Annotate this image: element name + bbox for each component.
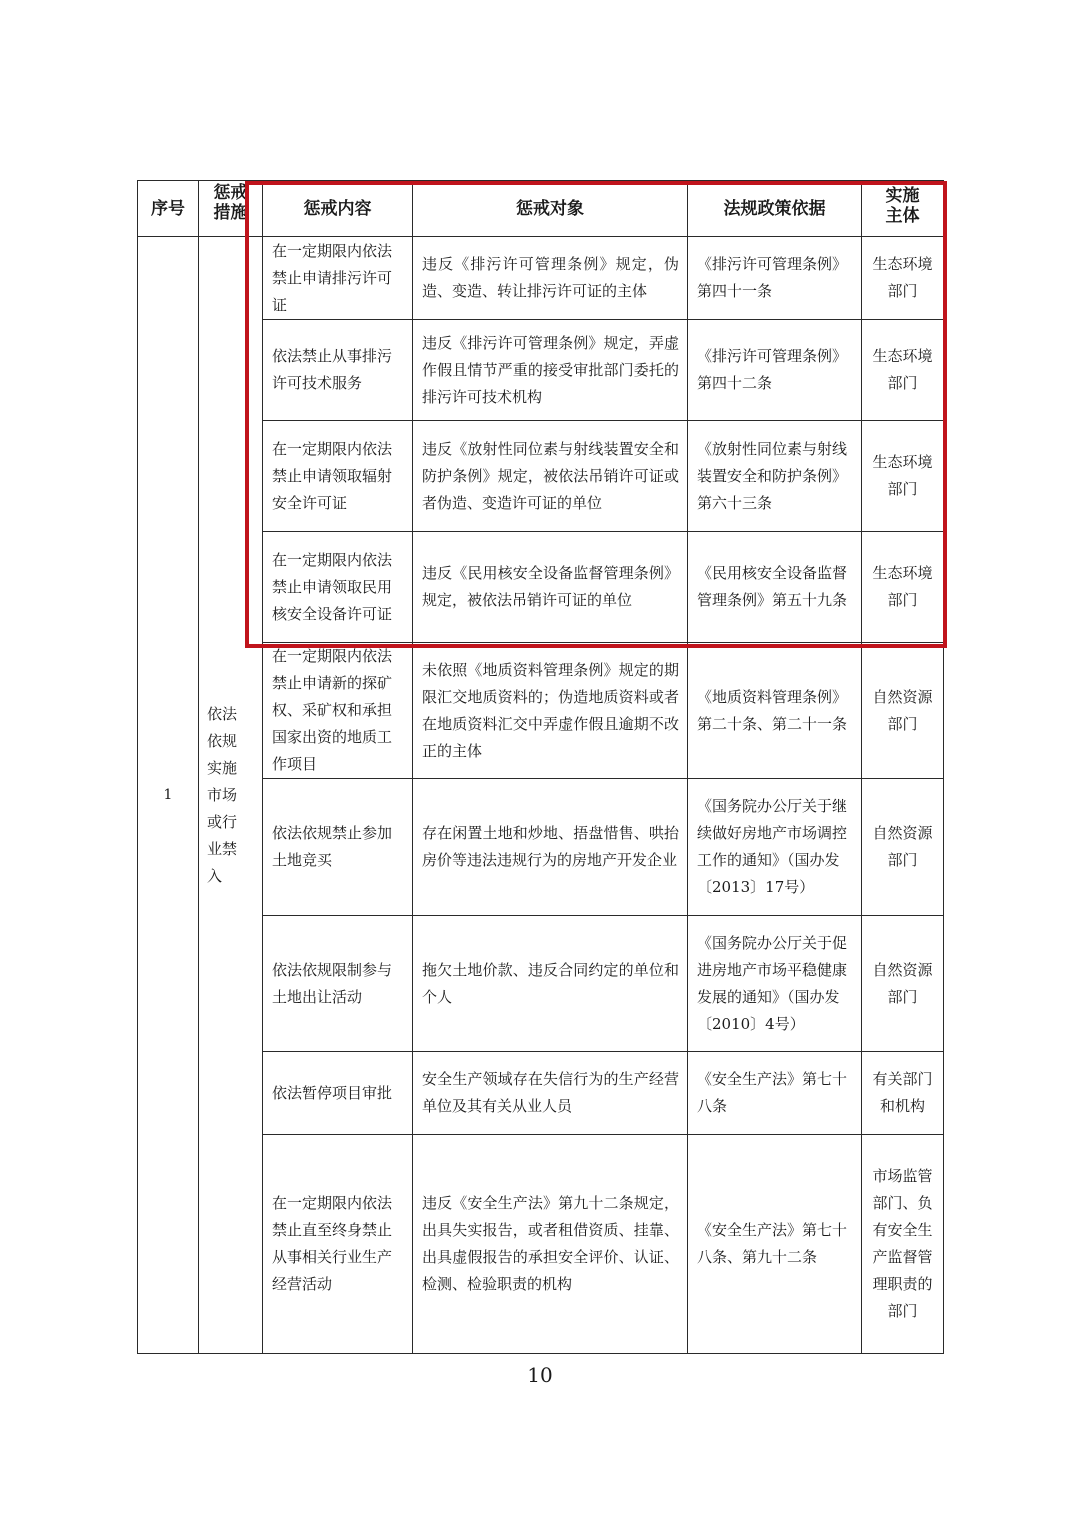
subject-cell: 有关部门和机构: [862, 1052, 944, 1135]
content-cell: 在一定期限内依法禁止申请领取民用核安全设备许可证: [263, 532, 413, 643]
target-cell: 违反《安全生产法》第九十二条规定，出具失实报告，或者租借资质、挂靠、出具虚假报告的承担安全评价、认证、检测、检验职责的机构: [413, 1135, 688, 1354]
subject-cell: 自然资源部门: [862, 916, 944, 1052]
basis-cell: 《国务院办公厅关于继续做好房地产市场调控工作的通知》（国办发〔2013〕17号）: [688, 779, 862, 916]
header-seq: 序号: [138, 181, 199, 237]
content-cell: 依法依规禁止参加土地竞买: [263, 779, 413, 916]
target-cell: 拖欠土地价款、违反合同约定的单位和个人: [413, 916, 688, 1052]
content-cell: 依法依规限制参与土地出让活动: [263, 916, 413, 1052]
header-target: 惩戒对象: [413, 181, 688, 237]
subject-cell: 生态环境部门: [862, 320, 944, 421]
subject-cell: 生态环境部门: [862, 237, 944, 320]
content-cell: 依法暂停项目审批: [263, 1052, 413, 1135]
header-subject: 实施主体: [862, 181, 944, 237]
table-row: [138, 237, 944, 320]
measure-cell: 依法依规实施市场或行业禁入: [199, 237, 263, 1354]
subject-cell: 市场监管部门、负有安全生产监督管理职责的部门: [862, 1135, 944, 1354]
target-cell: 未依照《地质资料管理条例》规定的期限汇交地质资料的；伪造地质资料或者在地质资料汇交中弄虚作假且逾期不改正的主体: [413, 643, 688, 779]
content-cell: 在一定期限内依法禁止申请排污许可证: [263, 237, 413, 320]
header-basis: 法规政策依据: [688, 181, 862, 237]
target-cell: 存在闲置土地和炒地、捂盘惜售、哄抬房价等违法违规行为的房地产开发企业: [413, 779, 688, 916]
target-cell: 违反《放射性同位素与射线装置安全和防护条例》规定，被依法吊销许可证或者伪造、变造许可证的单位: [413, 421, 688, 532]
content-cell: 在一定期限内依法禁止申请领取辐射安全许可证: [263, 421, 413, 532]
target-cell: 违反《排污许可管理条例》规定，弄虚作假且情节严重的接受审批部门委托的排污许可技术机构: [413, 320, 688, 421]
basis-cell: 《安全生产法》第七十八条、第九十二条: [688, 1135, 862, 1354]
basis-cell: 《排污许可管理条例》第四十一条: [688, 237, 862, 320]
header-row: [138, 181, 944, 237]
subject-cell: 自然资源部门: [862, 643, 944, 779]
target-cell: 违反《排污许可管理条例》规定，伪造、变造、转让排污许可证的主体: [413, 237, 688, 320]
basis-cell: 《安全生产法》第七十八条: [688, 1052, 862, 1135]
target-cell: 违反《民用核安全设备监督管理条例》规定，被依法吊销许可证的单位: [413, 532, 688, 643]
header-content: 惩戒内容: [263, 181, 413, 237]
subject-cell: 生态环境部门: [862, 421, 944, 532]
basis-cell: 《国务院办公厅关于促进房地产市场平稳健康发展的通知》（国办发〔2010〕4号）: [688, 916, 862, 1052]
target-cell: 安全生产领域存在失信行为的生产经营单位及其有关从业人员: [413, 1052, 688, 1135]
content-cell: 在一定期限内依法禁止申请新的探矿权、采矿权和承担国家出资的地质工作项目: [263, 643, 413, 779]
content-cell: 在一定期限内依法禁止直至终身禁止从事相关行业生产经营活动: [263, 1135, 413, 1354]
basis-cell: 《民用核安全设备监督管理条例》第五十九条: [688, 532, 862, 643]
page-number: 10: [527, 1363, 553, 1387]
content-cell: 依法禁止从事排污许可技术服务: [263, 320, 413, 421]
basis-cell: 《地质资料管理条例》第二十条、第二十一条: [688, 643, 862, 779]
regulation-table: [137, 180, 944, 1354]
basis-cell: 《排污许可管理条例》第四十二条: [688, 320, 862, 421]
seq-cell: 1: [138, 237, 199, 1354]
subject-cell: 自然资源部门: [862, 779, 944, 916]
basis-cell: 《放射性同位素与射线装置安全和防护条例》第六十三条: [688, 421, 862, 532]
header-measure: 惩戒措施: [199, 181, 263, 237]
subject-cell: 生态环境部门: [862, 532, 944, 643]
